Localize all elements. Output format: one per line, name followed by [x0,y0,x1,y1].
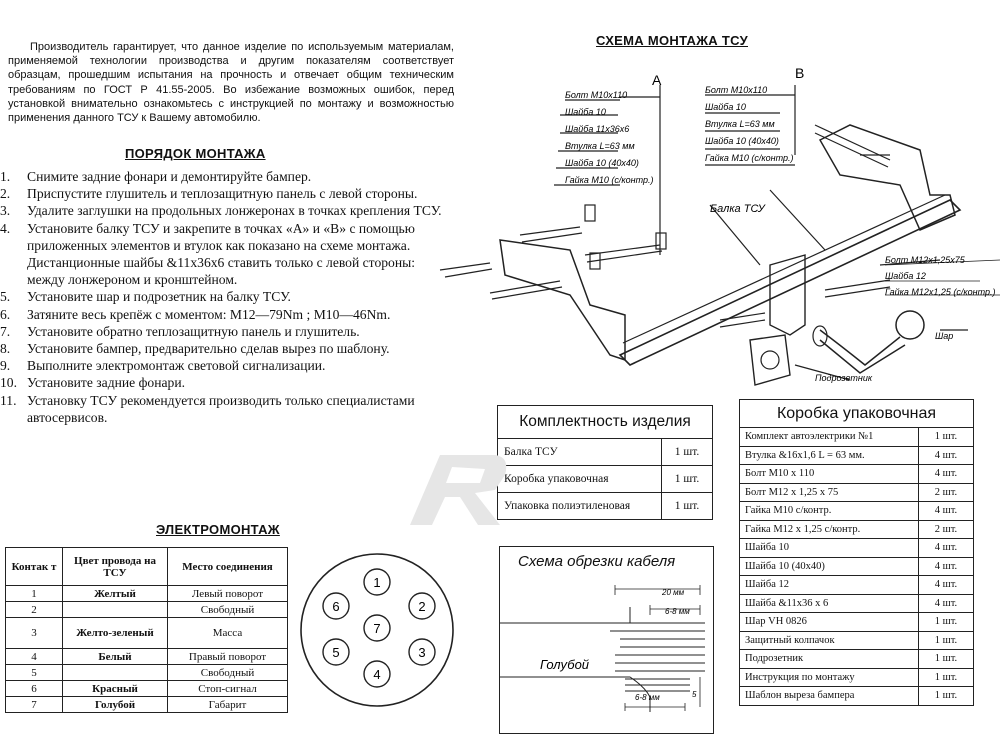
box-qty: 4 шт. [919,446,974,465]
cell-color: Желто-зеленый [63,618,168,649]
electrical-row [6,649,288,665]
step-number: 7. [0,323,11,339]
step-text: Снимите задние фонари и демонтируйте бампер. [27,169,312,184]
cell-contact: 4 [6,649,63,665]
electrical-row [6,681,288,697]
assembly-step [0,392,455,426]
kit-item: Балка ТСУ [498,439,662,466]
box-item: Болт М10 х 110 [740,465,919,484]
part-label: Шайба 11х36х6 [565,124,630,134]
dim-top: 6-8 мм [665,607,690,616]
step-text: Установку ТСУ рекомендуется производить только специалистами автосервисов. [27,392,415,425]
step-number: 9. [0,358,11,374]
part-label: Шайба 10 [705,102,746,112]
socket-pin-number: 6 [332,599,340,614]
kit-qty: 1 шт. [662,493,713,520]
box-title: Коробка упаковочная [740,400,974,428]
assembly-step [0,202,455,219]
box-item: Защитный колпачок [740,631,919,650]
cable-scheme [499,546,714,734]
step-number: 10. [0,375,17,391]
box-item: Болт М12 х 1,25 х 75 [740,483,919,502]
cell-place: Масса [168,618,288,649]
kit-row [498,466,713,493]
box-qty: 2 шт. [919,483,974,502]
kit-title: Комплектность изделия [498,406,713,439]
cell-place: Стоп-сигнал [168,681,288,697]
box-row [740,650,974,669]
wire-label: Голубой [540,657,590,672]
part-label: Болт М12х1,25х75 [885,255,965,265]
kit-row [498,439,713,466]
dim-side: 5 [692,690,697,699]
dim-bottom: 6-8 мм [635,693,660,702]
point-a-label: A [652,72,662,88]
right-bracket [820,125,955,230]
cell-color: Красный [63,681,168,697]
box-row [740,539,974,558]
box-qty: 1 шт. [919,613,974,632]
step-text: Установите балку ТСУ и закрепите в точках «А» и «В» с помощью приложенных элементов и втулок как показано на схеме монтажа. Дистанционные шайбы &11х36х6 ставить только с левой стороны: между лонжероном и кронштейном. [27,220,416,288]
kit-item: Упаковка полиэтиленовая [498,493,662,520]
part-label: Болт М10х110 [705,85,768,95]
part-label: Шайба 10 (40х40) [705,136,779,146]
point-b-label: B [795,65,805,81]
step-number: 1. [0,169,11,184]
kit-item: Коробка упаковочная [498,466,662,493]
assembly-step [0,340,455,357]
cell-color: Желтый [63,586,168,602]
socket-label: Подрозетник [815,373,873,383]
electrical-row [6,665,288,681]
box-item: Шайба 12 [740,576,919,595]
cable-drawing [500,547,713,733]
step-text: Установите задние фонари. [27,375,185,391]
box-qty: 1 шт. [919,687,974,706]
step-number: 4. [0,220,11,236]
part-label: Гайка М10 (с/контр.) [565,175,654,185]
box-row [740,446,974,465]
socket-pin-number: 5 [332,645,340,660]
box-qty: 1 шт. [919,668,974,687]
box-qty: 1 шт. [919,631,974,650]
box-row [740,483,974,502]
box-row [740,520,974,539]
box-qty: 1 шт. [919,650,974,669]
box-item: Шар VH 0826 [740,613,919,632]
step-number: 11. [0,392,17,408]
left-bracket [500,240,625,360]
step-number: 8. [0,341,11,357]
beam-shape [620,200,960,365]
box-item: Втулка &16х1,6 L = 63 мм. [740,446,919,465]
step-text: Удалите заглушки на продольных лонжеронах в точках крепления ТСУ. [27,203,442,219]
box-row [740,613,974,632]
cell-contact: 7 [6,697,63,713]
part-label: Гайка М12х1,25 (с/контр.) [885,287,996,297]
electrical-row [6,697,288,713]
box-row [740,428,974,447]
dim-total: 20 мм [662,588,685,597]
scheme-title: СХЕМА МОНТАЖА ТСУ [596,33,748,48]
electrical-row [6,586,288,602]
kit-table [497,405,713,520]
part-label: Втулка L=63 мм [705,119,775,129]
cell-place: Свободный [168,602,288,618]
box-item: Гайка М12 х 1,25 с/контр. [740,520,919,539]
part-label: Шайба 10 [565,107,606,117]
box-row [740,668,974,687]
part-label: Втулка L=63 мм [565,141,635,151]
step-text: Установите обратно теплозащитную панель и глушитель. [27,323,360,339]
box-qty: 4 шт. [919,594,974,613]
electrical-title: ЭЛЕКТРОМОНТАЖ [156,522,280,537]
box-qty: 4 шт. [919,502,974,521]
assembly-title: ПОРЯДОК МОНТАЖА [125,146,266,161]
cell-place: Левый поворот [168,586,288,602]
cell-contact: 2 [6,602,63,618]
box-row [740,576,974,595]
assembly-step [0,374,455,391]
kit-qty: 1 шт. [662,466,713,493]
cell-contact: 3 [6,618,63,649]
intro-paragraph: Производитель гарантирует, что данное изделие по используемым материалам, применяемой технологии производства и другим показателям соответствует образцам, прошедшим испытания на прочность и отвечает общим техническим требованиям по ГОСТ Р 41.55-2005. Во избежание возможных ошибок, перед установкой внимательно ознакомьтесь с инструкцией по монтажу и возможностью применения данного ТСУ к Вашему автомобилю. [8,41,454,125]
col-wire-color: Цвет провода на ТСУ [63,548,168,586]
cell-contact: 5 [6,665,63,681]
cell-contact: 1 [6,586,63,602]
step-text: Приспустите глушитель и теплозащитную панель с левой стороны. [27,186,418,202]
box-qty: 4 шт. [919,557,974,576]
box-qty: 1 шт. [919,428,974,447]
col-contact: Контак т [6,548,63,586]
step-number: 5. [0,289,11,305]
cable-title: Схема обрезки кабеля [518,553,676,570]
kit-qty: 1 шт. [662,439,713,466]
cell-place: Габарит [168,697,288,713]
cell-color: Белый [63,649,168,665]
cell-color [63,602,168,618]
step-text: Выполните электромонтаж световой сигнализации. [27,358,326,374]
box-table [739,399,974,706]
mounting-diagram [420,55,1000,395]
assembly-step [0,220,455,289]
box-qty: 4 шт. [919,539,974,558]
box-row [740,557,974,576]
socket-pin-number: 2 [418,599,426,614]
box-qty: 4 шт. [919,465,974,484]
box-row [740,465,974,484]
ball-label: Шар [935,331,954,341]
cell-color: Голубой [63,697,168,713]
cell-place: Правый поворот [168,649,288,665]
step-number: 2. [0,186,11,202]
step-number: 3. [0,203,11,219]
box-item: Шайба 10 (40х40) [740,557,919,576]
box-qty: 4 шт. [919,576,974,595]
step-text: Установите бампер, предварительно сделав вырез по шаблону. [27,341,390,357]
box-item: Комплект автоэлектрики №1 [740,428,919,447]
box-row [740,594,974,613]
cell-contact: 6 [6,681,63,697]
assembly-step [0,168,455,185]
box-item: Подрозетник [740,650,919,669]
electrical-table [5,547,288,713]
socket-plate [750,335,790,385]
socket-pin-number: 3 [418,645,426,660]
socket-pin-number: 4 [373,667,381,682]
beam-label: Балка ТСУ [710,203,765,215]
part-label: Шайба 10 (40х40) [565,158,639,168]
cell-color [63,665,168,681]
brand-logo-watermark [400,445,520,535]
box-row [740,631,974,650]
assembly-step [0,288,455,305]
box-qty: 2 шт. [919,520,974,539]
assembly-step [0,323,455,340]
box-item: Инструкция по монтажу [740,668,919,687]
electrical-row [6,618,288,649]
electrical-row [6,602,288,618]
assembly-step [0,185,455,202]
socket-pin-number: 7 [373,621,381,636]
box-item: Шаблон выреза бампера [740,687,919,706]
box-row [740,687,974,706]
part-label: Гайка М10 (с/контр.) [705,153,794,163]
socket-diagram [300,548,460,713]
box-row [740,502,974,521]
ball [896,311,924,339]
box-item: Шайба &11х36 х 6 [740,594,919,613]
box-item: Гайка М10 с/контр. [740,502,919,521]
socket-pin-number: 1 [373,575,381,590]
step-text: Установите шар и подрозетник на балку ТСУ. [27,289,291,305]
col-connection: Место соединения [168,548,288,586]
part-label: Болт М10х110 [565,90,628,100]
assembly-steps [0,168,455,426]
cell-place: Свободный [168,665,288,681]
step-number: 6. [0,306,11,322]
box-item: Шайба 10 [740,539,919,558]
assembly-step [0,306,455,323]
step-text: Затяните весь крепёж с моментом: M12—79Nm ; M10—46Nm. [27,306,391,322]
assembly-step [0,357,455,374]
part-label: Шайба 12 [885,271,926,281]
kit-row [498,493,713,520]
